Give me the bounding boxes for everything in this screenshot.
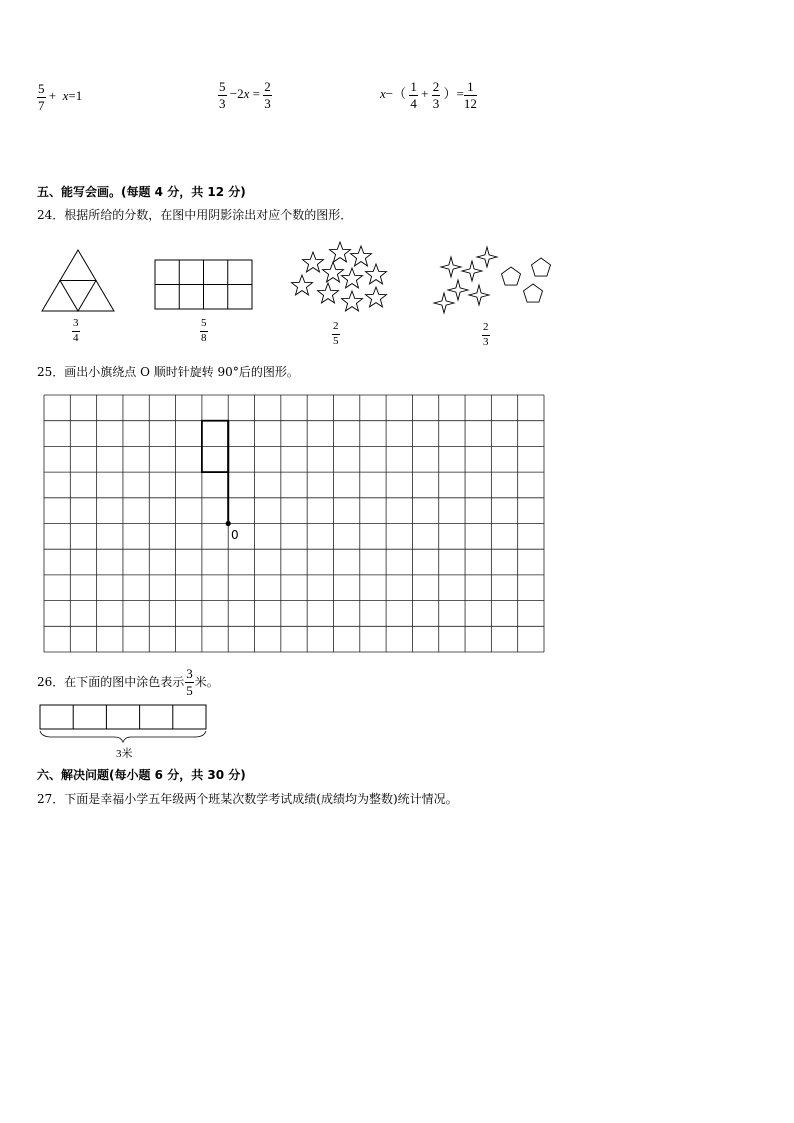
fraction: $\frac{2}{3}$	[264, 79, 271, 111]
fraction: $\frac{1}{12}$	[463, 79, 477, 111]
four-point-star-icon	[469, 285, 489, 305]
four-point-star-icon	[434, 293, 454, 313]
pentagon-icon	[532, 258, 551, 276]
star-icon	[318, 283, 339, 303]
segment-bar-figure	[39, 704, 209, 744]
equation-1: $\frac{5}{7}$ + x=1	[38, 81, 83, 113]
star-icon	[366, 287, 387, 307]
fraction-label-3: $\frac{2}{5}$	[333, 320, 339, 347]
section-5-title: 五、能写会画。(每题 4 分，共 12 分)	[37, 185, 246, 199]
fraction: $\frac{5}{7}$	[38, 81, 45, 113]
equation-2: $\frac{5}{3}$ −2x = $\frac{2}{3}$	[219, 79, 271, 111]
fraction: $\frac{2}{3}$	[432, 79, 440, 111]
section-6-title: 六、解决问题(每小题 6 分，共 30 分)	[37, 768, 246, 782]
equation-3: x−（ $\frac{1}{4}$ + $\frac{2}{3}$ ）= $\frac{1}{12}$	[380, 79, 477, 111]
point-o-label: 0	[231, 528, 239, 542]
star-icon	[292, 275, 313, 295]
fraction-label-4: $\frac{2}{3}$	[483, 321, 489, 348]
fraction-label-1: $\frac{3}{4}$	[73, 317, 79, 344]
point-o	[226, 521, 231, 526]
star-icon	[303, 252, 324, 272]
four-point-stars-and-pentagons-figure	[432, 244, 557, 316]
fraction-label-2: $\frac{5}{8}$	[201, 317, 207, 344]
rectangle-grid-figure	[154, 259, 254, 311]
question-24: 24．根据所给的分数，在图中用阴影涂出对应个数的图形．	[37, 208, 353, 222]
fraction: $\frac{1}{4}$	[410, 79, 417, 111]
fraction: $\frac{5}{3}$	[219, 79, 226, 111]
star-icon	[351, 246, 372, 266]
five-point-stars-figure	[288, 240, 393, 316]
star-icon	[366, 264, 387, 284]
four-point-star-icon	[441, 257, 461, 277]
four-point-star-icon	[477, 247, 497, 267]
four-point-star-icon	[448, 280, 468, 300]
star-icon	[342, 291, 363, 311]
four-point-star-icon	[462, 261, 482, 281]
length-label: 3米	[116, 748, 133, 760]
question-25: 25．画出小旗绕点 O 顺时针旋转 90°后的图形。	[37, 365, 299, 379]
pentagon-icon	[502, 267, 521, 285]
square-grid	[43, 394, 545, 653]
pentagon-icon	[524, 284, 543, 302]
triangle-figure	[40, 248, 120, 314]
star-icon	[342, 268, 363, 288]
question-26: 26．在下面的图中涂色表示 $\frac{3}{5}$ 米。	[37, 666, 219, 698]
question-27: 27．下面是幸福小学五年级两个班某次数学考试成绩(成绩均为整数)统计情况。	[37, 792, 458, 806]
star-icon	[330, 242, 351, 262]
star-icon	[323, 262, 344, 282]
fraction: $\frac{3}{5}$	[186, 666, 193, 698]
